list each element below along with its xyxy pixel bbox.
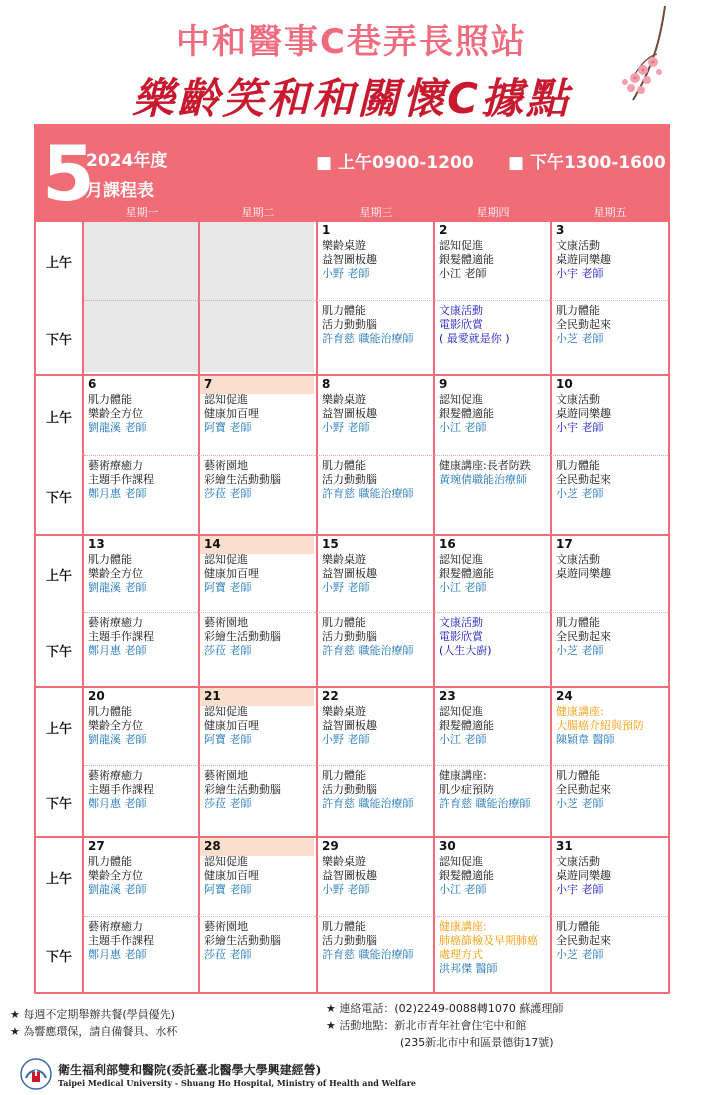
class-cell-am [439,705,551,747]
day-number: 23 [439,689,456,703]
weekday-tue: 星期二 [241,206,275,219]
day-number: 22 [322,689,339,703]
period-label-am: 上午 [45,721,72,737]
class-line: 藝術療癒力 [88,920,143,933]
class-line: 肌力體能 [556,459,600,472]
class-line: 益智圖板趣 [322,869,377,882]
class-line: 桌遊同樂趣 [556,407,611,420]
notes-left [10,1006,177,1040]
day-number: 21 [204,689,221,703]
class-line: 主題手作課程 [88,630,154,643]
class-line: 莎菈 老師 [204,797,252,810]
class-cell-am [204,855,316,897]
class-line: 全民動起來 [556,473,611,486]
class-line: 樂齡桌遊 [322,239,366,252]
class-line: 健康加百哩 [204,567,259,580]
hospital-name-zh: 衛生福利部雙和醫院(委託臺北醫學大學興建經營) [58,1062,322,1077]
class-line: 益智圖板趣 [322,719,377,732]
class-line: 肌力體能 [88,855,132,868]
day-number: 17 [556,537,573,551]
class-line: 健康講座:長者防跌 [439,459,531,472]
class-line: 桌遊同樂趣 [556,253,611,266]
class-line: 肌力體能 [556,920,600,933]
class-cell-pm [88,459,200,501]
class-line: 電影欣賞 [439,630,483,643]
class-cell-pm [439,459,551,487]
class-cell-pm [204,920,316,962]
class-line: 樂齡全方位 [88,869,143,882]
class-line: 健康講座: [556,705,604,718]
class-cell-am [204,705,316,747]
class-line: 認知促進 [439,855,483,868]
class-cell-am [88,855,200,897]
class-line: 小宇 老師 [556,267,604,280]
day-number: 8 [322,377,331,391]
class-line: 彩繪生活動動腦 [204,630,281,643]
class-cell-pm [439,769,551,811]
class-cell-am [322,855,434,897]
class-line: 莎菈 老師 [204,487,252,500]
morning-time: ■ 上午0900-1200 [316,153,474,173]
week-divider [34,836,670,838]
weekday-fri: 星期五 [593,206,627,219]
class-line: 小野 老師 [322,581,370,594]
weekday-thu: 星期四 [476,206,510,219]
class-line: 藝術園地 [204,920,248,933]
class-line: 肌力體能 [322,920,366,933]
class-line: 益智圖板趣 [322,253,377,266]
day-number: 29 [322,839,339,853]
year-label: 2024年度 [86,151,168,171]
class-line: 全民動起來 [556,934,611,947]
class-cell-am [556,239,668,281]
class-line: 樂齡全方位 [88,567,143,580]
class-line: 阿寶 老師 [204,581,252,594]
class-cell-am [88,393,200,435]
class-cell-am [556,393,668,435]
day-number: 16 [439,537,456,551]
class-line: 健康講座: [439,769,487,782]
class-line: 全民動起來 [556,783,611,796]
day-number: 15 [322,537,339,551]
notes-right [326,1000,563,1051]
class-line: 小芝 老師 [556,332,604,345]
class-cell-pm [556,304,668,346]
class-cell-pm [556,616,668,658]
class-line: 活力動動腦 [322,473,377,486]
class-line: 小芝 老師 [556,948,604,961]
class-line: 認知促進 [204,393,248,406]
class-line: 全民動起來 [556,318,611,331]
class-cell-pm [322,920,434,962]
class-line: 肌力體能 [88,705,132,718]
class-cell-am [204,393,316,435]
class-line: 莎菈 老師 [204,644,252,657]
class-line: 小江 老師 [439,883,487,896]
day-number: 2 [439,223,448,237]
period-label-pm: 下午 [45,490,72,506]
class-cell-am [439,393,551,435]
day-number: 1 [322,223,331,237]
class-line: 許育慈 職能治療師 [322,797,414,810]
class-line: 認知促進 [439,239,483,252]
month-number: 5 [42,129,95,218]
day-number: 10 [556,377,573,391]
class-line: 鄭月惠 老師 [88,487,147,500]
class-line: 藝術療癒力 [88,769,143,782]
day-number: 27 [88,839,105,853]
day-number: 14 [204,537,221,551]
day-number: 31 [556,839,573,853]
class-line: 銀髮體適能 [439,407,494,420]
class-line: 文康活動 [556,855,600,868]
period-divider [84,916,668,917]
class-line: 桌遊同樂趣 [556,567,611,580]
week-divider [34,534,670,536]
class-line: 文康活動 [556,239,600,252]
column-divider [316,220,318,994]
class-cell-am [556,705,668,747]
class-line: 認知促進 [439,393,483,406]
class-line: 許育慈 職能治療師 [322,332,414,345]
class-line: 文康活動 [556,393,600,406]
class-line: 許育慈 職能治療師 [322,948,414,961]
class-line: 小野 老師 [322,267,370,280]
class-cell-am [322,239,434,281]
note-phone: ★ 連絡電話：(02)2249-0088轉1070 蘇護理師 [326,1002,564,1015]
class-line: 主題手作課程 [88,473,154,486]
class-line: 益智圖板趣 [322,407,377,420]
class-line: 文康活動 [439,304,483,317]
day-number: 30 [439,839,456,853]
class-line: 藝術園地 [204,459,248,472]
class-line: 處理方式 [439,948,483,961]
class-line: 銀髮體適能 [439,567,494,580]
class-cell-pm [204,616,316,658]
class-line: 肌力體能 [556,769,600,782]
class-line: 樂齡桌遊 [322,855,366,868]
class-line: 藝術療癒力 [88,459,143,472]
class-line: 認知促進 [439,705,483,718]
class-line: 肌力體能 [322,304,366,317]
class-line: 阿寶 老師 [204,733,252,746]
class-line: 認知促進 [439,553,483,566]
class-line: 鄭月惠 老師 [88,948,147,961]
class-line: 彩繪生活動動腦 [204,473,281,486]
class-line: 肌力體能 [556,304,600,317]
class-line: 樂齡全方位 [88,407,143,420]
site-title: 樂齡笑和和關懷C據點 [132,74,571,123]
class-line: 小野 老師 [322,733,370,746]
class-line: 鄭月惠 老師 [88,797,147,810]
class-line: 鄭月惠 老師 [88,644,147,657]
class-line: 阿寶 老師 [204,883,252,896]
class-line: 樂齡桌遊 [322,705,366,718]
note-utensils: ★ 為響應環保，請自備餐具、水杯 [10,1025,178,1038]
class-line: 電影欣賞 [439,318,483,331]
class-line: 樂齡桌遊 [322,393,366,406]
class-cell-am [556,855,668,897]
class-cell-pm [204,459,316,501]
afternoon-time: ■ 下午1300-1600 [508,153,666,173]
class-line: 小宇 老師 [556,883,604,896]
station-title: 中和醫事C巷弄長照站 [176,22,527,62]
class-line: 活力動動腦 [322,630,377,643]
day-number: 7 [204,377,213,391]
period-label-am: 上午 [45,872,72,887]
class-line: 小野 老師 [322,421,370,434]
class-cell-am [322,553,434,595]
class-line: 主題手作課程 [88,934,154,947]
day-number: 28 [204,839,221,853]
period-divider [84,455,668,456]
date-highlight [200,376,314,394]
day-number: 20 [88,689,105,703]
class-cell-pm [439,304,551,346]
class-line: 藝術園地 [204,616,248,629]
day-number: 6 [88,377,97,391]
class-line: 銀髮體適能 [439,719,494,732]
period-label-am: 上午 [45,256,72,271]
day-number: 24 [556,689,573,703]
note-location: ★ 活動地點：新北市青年社會住宅中和館 [326,1019,527,1032]
week-divider [34,686,670,688]
class-cell-pm [556,459,668,501]
class-line: 莎菈 老師 [204,948,252,961]
weekday-wed: 星期三 [359,206,393,219]
class-line: 小芝 老師 [556,644,604,657]
class-cell-am [439,553,551,595]
class-line: 小江 老師 [439,581,487,594]
class-line: 健康加百哩 [204,719,259,732]
class-line: 健康加百哩 [204,407,259,420]
class-line: 小野 老師 [322,883,370,896]
class-line: 肌力體能 [88,553,132,566]
class-cell-pm [439,920,551,976]
period-label-pm: 下午 [45,645,72,660]
class-cell-pm [439,616,551,658]
day-number: 13 [88,537,105,551]
class-line: 大腸癌介紹與預防 [556,719,644,732]
class-cell-pm [322,459,434,501]
class-line: 洪邦傑 醫師 [439,962,498,975]
class-line: 小芝 老師 [556,487,604,500]
class-line: 劉龍溪 老師 [88,581,147,594]
class-line: 健康講座: [439,920,487,933]
class-line: 肺癌篩檢及早期肺癌 [439,934,538,947]
class-cell-am [322,393,434,435]
class-line: 銀髮體適能 [439,253,494,266]
class-line: 藝術療癒力 [88,616,143,629]
class-line: 益智圖板趣 [322,567,377,580]
course-table-label: 月課程表 [86,181,154,201]
class-line: 樂齡全方位 [88,719,143,732]
class-line: 藝術園地 [204,769,248,782]
class-line: 認知促進 [204,855,248,868]
class-line: 許育慈 職能治療師 [322,644,414,657]
period-divider [84,612,668,613]
class-cell-pm [556,769,668,811]
class-line: 彩繪生活動動腦 [204,934,281,947]
period-label-pm: 下午 [45,950,72,965]
week-divider [34,374,670,376]
class-line: 文康活動 [439,616,483,629]
class-line: 認知促進 [204,553,248,566]
class-cell-am [204,553,316,595]
class-cell-pm [204,769,316,811]
day-number: 3 [556,223,565,237]
class-line: 主題手作課程 [88,783,154,796]
class-cell-pm [322,304,434,346]
blossom-branch-icon [613,4,673,114]
class-cell-am [439,239,551,281]
period-divider [84,300,668,301]
class-line: 陳穎韋 醫師 [556,733,615,746]
class-line: 黃琬倩職能治療師 [439,473,527,486]
period-label-pm: 下午 [45,796,72,812]
class-line: 許育慈 職能治療師 [439,797,531,810]
class-line: 活力動動腦 [322,783,377,796]
class-line: 活力動動腦 [322,318,377,331]
class-line: 劉龍溪 老師 [88,733,147,746]
period-label-am: 上午 [45,410,72,426]
class-line: 肌力體能 [88,393,132,406]
class-line: 劉龍溪 老師 [88,421,147,434]
class-line: 肌力體能 [322,459,366,472]
class-line: 許育慈 職能治療師 [322,487,414,500]
class-line: 小江 老師 [439,421,487,434]
class-line: 彩繪生活動動腦 [204,783,281,796]
class-cell-pm [88,769,200,811]
class-line: 銀髮體適能 [439,869,494,882]
class-cell-am [88,553,200,595]
class-line: 健康加百哩 [204,869,259,882]
hospital-logo-icon [20,1058,52,1090]
hospital-name-en: Taipei Medical University - Shuang Ho Hospital, Ministry of Health and Welfare [58,1077,417,1088]
period-divider [84,765,668,766]
class-line: 小芝 老師 [556,797,604,810]
class-cell-am [556,553,668,581]
class-cell-pm [88,920,200,962]
class-cell-pm [556,920,668,962]
class-line: 小宇 老師 [556,421,604,434]
class-line: (人生大廚) [439,644,492,657]
class-line: 肌力體能 [322,769,366,782]
class-line: 活力動動腦 [322,934,377,947]
class-line: 小江 老師 [439,267,487,280]
class-line: 肌力體能 [322,616,366,629]
class-line: ( 最愛就是你 ) [439,332,510,345]
class-line: 小江 老師 [439,733,487,746]
class-line: 文康活動 [556,553,600,566]
class-cell-pm [322,616,434,658]
class-cell-pm [88,616,200,658]
class-line: 樂齡桌遊 [322,553,366,566]
class-line: 肌力體能 [556,616,600,629]
weekday-mon: 星期一 [125,206,159,219]
note-address: (235新北市中和區景德街17號) [400,1036,554,1049]
class-line: 認知促進 [204,705,248,718]
class-cell-am [322,705,434,747]
period-label-am: 上午 [45,569,72,584]
class-cell-am [439,855,551,897]
class-cell-am [88,705,200,747]
class-line: 劉龍溪 老師 [88,883,147,896]
class-line: 肌少症預防 [439,783,494,796]
column-divider [82,220,84,994]
period-label-pm: 下午 [45,333,72,348]
note-meal: ★ 每週不定期舉辦共餐(學員優先) [10,1008,175,1021]
class-line: 全民動起來 [556,630,611,643]
hospital-footer [20,1058,416,1090]
class-line: 桌遊同樂趣 [556,869,611,882]
day-number: 9 [439,377,448,391]
class-line: 阿寶 老師 [204,421,252,434]
class-cell-pm [322,769,434,811]
